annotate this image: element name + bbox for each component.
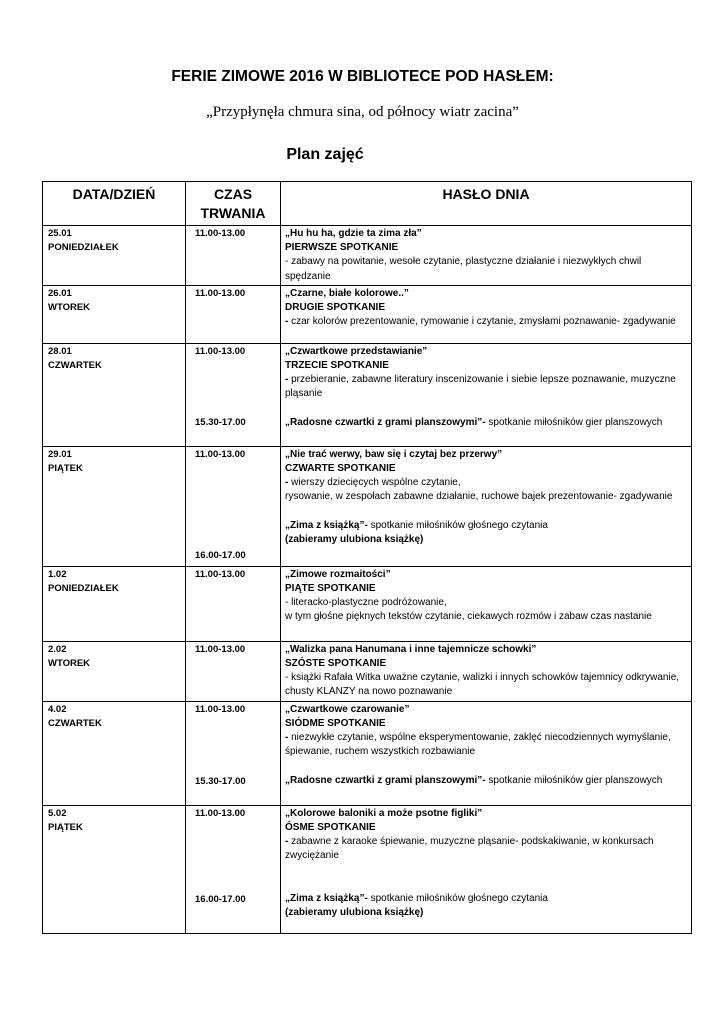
time-cell bbox=[186, 566, 281, 641]
date-value: 2.02 bbox=[48, 643, 67, 655]
extra-activity-text: spotkanie miłośników głośnego czytania bbox=[367, 892, 548, 904]
table-row bbox=[43, 805, 692, 933]
extra-activity bbox=[285, 892, 687, 906]
description-text: przebieranie, zabawne literatury inscenizowanie i siebie lepsze poznawanie, muzyczne pląsanie bbox=[285, 374, 676, 400]
activity-description bbox=[285, 476, 687, 490]
extra-activity-title: „Radosne czwartki z grami planszowymi”- bbox=[285, 774, 486, 786]
extra-activity-text: spotkanie miłośników głośnego czytania bbox=[367, 519, 548, 531]
extra-activity-title: „Zima z książką”- bbox=[285, 519, 368, 531]
time-value: 11.00-13.00 bbox=[195, 228, 246, 239]
extra-activity bbox=[285, 416, 687, 430]
time-value-second: 15.30-17.00 bbox=[195, 416, 246, 428]
table-header-row bbox=[43, 182, 692, 226]
time-value: 11.00-13.00 bbox=[195, 568, 246, 580]
date-cell bbox=[43, 701, 186, 805]
activity-description-continued: w tym głośne pięknych tekstów czytanie, ciekawych rozmów i zabaw czas nastanie bbox=[285, 611, 652, 623]
slogan-cell bbox=[281, 285, 692, 343]
extra-activity-text: spotkanie miłośników gier planszowych bbox=[485, 774, 663, 786]
activity-description: - książki Rafała Witka uważne czytanie, walizki i innych schowków tajemnicy odkrywanie, chusty KLANZY na nowo poznawanie bbox=[285, 672, 680, 698]
slogan-title: „Czwartkowe przedstawianie” bbox=[285, 345, 428, 357]
day-value: PONIEDZIAŁEK bbox=[48, 582, 119, 594]
date-value: 5.02 bbox=[48, 807, 67, 819]
time-value-second: 16.00-17.00 bbox=[195, 893, 246, 905]
table-row bbox=[43, 701, 692, 805]
time-cell bbox=[186, 226, 281, 286]
plan-title: Plan zajęć bbox=[286, 146, 364, 163]
slogan-cell bbox=[281, 641, 692, 701]
slogan-cell bbox=[281, 566, 692, 641]
description-text: zabawne z karaoke śpiewanie, muzyczne pląsanie- podskakiwanie, w konkursach zwyciężanie bbox=[285, 836, 654, 862]
date-cell bbox=[43, 641, 186, 701]
meeting-label: PIERWSZE SPOTKANIE bbox=[285, 242, 399, 254]
document-subtitle: „Przypłynęła chmura sina, od północy wiatr zacina” bbox=[206, 104, 519, 120]
description-dash: - bbox=[285, 477, 289, 489]
slogan-title: „Kolorowe baloniki a może psotne figliki” bbox=[285, 807, 483, 819]
date-value: 26.01 bbox=[48, 287, 72, 299]
day-value: CZWARTEK bbox=[48, 717, 102, 729]
time-cell bbox=[186, 343, 281, 446]
slogan-cell bbox=[281, 446, 692, 566]
table-row bbox=[43, 226, 692, 286]
description-text: niezwykłe czytanie, wspólne eksperymentowanie, zaklęć niecodziennych wymyślanie, śpiewanie, ruchem wszystkich rozbawianie bbox=[285, 732, 671, 758]
slogan-title: „Hu hu ha, gdzie ta zima zła” bbox=[285, 228, 422, 239]
description-text: wierszy dziecięcych wspólne czytanie, bbox=[288, 477, 461, 489]
slogan-cell bbox=[281, 701, 692, 805]
slogan-cell bbox=[281, 805, 692, 933]
slogan-cell bbox=[281, 343, 692, 446]
date-cell bbox=[43, 226, 186, 286]
day-value: WTOREK bbox=[48, 301, 91, 313]
date-value: 25.01 bbox=[48, 228, 72, 239]
time-value: 11.00-13.00 bbox=[195, 643, 246, 655]
activity-description-continued: rysowanie, w zespołach zabawne działanie, ruchowe bajek prezentowanie- zgadywanie bbox=[285, 491, 673, 503]
date-cell bbox=[43, 285, 186, 343]
meeting-label: SIÓDME SPOTKANIE bbox=[285, 718, 386, 730]
description-dash: - bbox=[285, 374, 289, 386]
time-cell bbox=[186, 641, 281, 701]
slogan-title: „Walizka pana Hanumana i inne tajemnicze schowki” bbox=[285, 643, 537, 655]
slogan-title: „Czarne, białe kolorowe..” bbox=[285, 287, 409, 299]
extra-activity-title: „Radosne czwartki z grami planszowymi”- bbox=[285, 416, 486, 428]
date-cell bbox=[43, 343, 186, 446]
date-value: 29.01 bbox=[48, 448, 72, 460]
time-cell bbox=[186, 805, 281, 933]
description-text: czar kolorów prezentowanie, rymowanie i czytanie, zmysłami poznawanie- zgadywanie bbox=[288, 316, 676, 328]
activity-description bbox=[285, 835, 687, 863]
meeting-label: CZWARTE SPOTKANIE bbox=[285, 463, 396, 475]
day-value: PIĄTEK bbox=[48, 821, 83, 833]
table-row bbox=[43, 446, 692, 566]
document-title: FERIE ZIMOWE 2016 W BIBLIOTECE POD HASŁEM: bbox=[171, 68, 554, 85]
column-header-time: CZAS TRWANIA bbox=[186, 182, 281, 226]
schedule-table bbox=[42, 181, 692, 934]
table-row bbox=[43, 641, 692, 701]
slogan-cell bbox=[281, 226, 692, 286]
activity-description bbox=[285, 373, 687, 401]
table-row bbox=[43, 343, 692, 446]
time-value: 11.00-13.00 bbox=[195, 345, 246, 357]
date-cell bbox=[43, 566, 186, 641]
time-value: 11.00-13.00 bbox=[195, 703, 246, 715]
slogan-title: „Czwartkowe czarowanie” bbox=[285, 703, 410, 715]
time-cell bbox=[186, 701, 281, 805]
meeting-label: TRZECIE SPOTKANIE bbox=[285, 360, 389, 372]
extra-activity bbox=[285, 774, 687, 788]
time-value-second: 16.00-17.00 bbox=[195, 549, 246, 561]
activity-description bbox=[285, 731, 687, 759]
day-value: PONIEDZIAŁEK bbox=[48, 242, 119, 253]
description-dash: - bbox=[285, 836, 289, 848]
meeting-label: SZÓSTE SPOTKANIE bbox=[285, 658, 387, 670]
description-dash: - bbox=[285, 732, 289, 744]
activity-description bbox=[285, 315, 687, 329]
column-header-date: DATA/DZIEŃ bbox=[43, 182, 186, 226]
time-value-second: 15.30-17.00 bbox=[195, 775, 246, 787]
date-cell bbox=[43, 446, 186, 566]
slogan-title: „Nie trać werwy, baw się i czytaj bez przerwy” bbox=[285, 448, 503, 460]
column-header-slogan: HASŁO DNIA bbox=[281, 182, 692, 226]
meeting-label: PIĄTE SPOTKANIE bbox=[285, 583, 376, 595]
extra-activity-note: (zabieramy ulubiona książkę) bbox=[285, 906, 424, 918]
extra-activity-note: (zabieramy ulubiona książkę) bbox=[285, 533, 424, 545]
activity-description: - zabawy na powitanie, wesołe czytanie, plastyczne działanie i niezwykłych chwil spędzanie bbox=[285, 256, 642, 282]
description-dash: - bbox=[285, 316, 289, 328]
day-value: PIĄTEK bbox=[48, 462, 83, 474]
time-value: 11.00-13.00 bbox=[195, 448, 246, 460]
activity-description: - literacko-plastyczne podróżowanie, bbox=[285, 597, 447, 609]
time-value: 11.00-13.00 bbox=[195, 807, 246, 819]
date-value: 4.02 bbox=[48, 703, 67, 715]
time-cell bbox=[186, 285, 281, 343]
slogan-title: „Zimowe rozmaitości” bbox=[285, 568, 391, 580]
time-cell bbox=[186, 446, 281, 566]
table-row bbox=[43, 566, 692, 641]
date-value: 28.01 bbox=[48, 345, 72, 357]
date-cell bbox=[43, 805, 186, 933]
meeting-label: ÓSME SPOTKANIE bbox=[285, 822, 376, 834]
extra-activity-text: spotkanie miłośników gier planszowych bbox=[485, 416, 663, 428]
table-row bbox=[43, 285, 692, 343]
date-value: 1.02 bbox=[48, 568, 67, 580]
meeting-label: DRUGIE SPOTKANIE bbox=[285, 302, 386, 314]
extra-activity-title: „Zima z książką”- bbox=[285, 892, 368, 904]
extra-activity bbox=[285, 519, 687, 533]
day-value: WTOREK bbox=[48, 657, 91, 669]
time-value: 11.00-13.00 bbox=[195, 287, 246, 299]
day-value: CZWARTEK bbox=[48, 359, 102, 371]
